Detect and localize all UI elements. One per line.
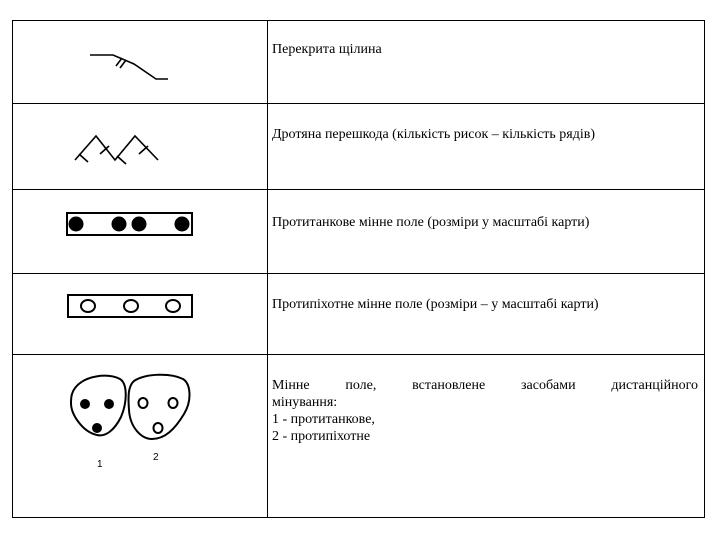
description-line: 1 - протитанкове, xyxy=(272,411,375,427)
covered-trench-icon xyxy=(13,21,267,104)
legend-row-antipersonnel-minefield xyxy=(13,274,705,354)
antipersonnel-minefield-label: Протипіхотне мінне поле (розміри – у масштабі карти) xyxy=(272,297,599,313)
antitank-minefield-icon xyxy=(13,190,267,274)
legend-row-wire-obstacle xyxy=(13,104,705,190)
symbol-label-2: 2 xyxy=(153,451,159,463)
legend-table xyxy=(12,20,705,518)
legend-row-antitank-minefield xyxy=(13,190,705,274)
legend-row-covered-trench xyxy=(13,21,705,104)
symbol-cell xyxy=(13,274,268,354)
description-cell xyxy=(268,21,705,104)
symbol-cell xyxy=(13,21,268,104)
description-line: 2 - протипіхотне xyxy=(272,428,371,444)
symbol-cell xyxy=(13,104,268,190)
symbol-cell xyxy=(13,190,268,274)
antitank-mine-icon xyxy=(132,217,147,232)
covered-trench-label: Перекрита щілина xyxy=(272,42,382,57)
legend-row-remote-minefield xyxy=(13,354,705,517)
wire-obstacle-icon xyxy=(13,104,267,190)
description-cell xyxy=(268,274,705,354)
description-cell xyxy=(268,190,705,274)
symbol-label-1: 1 xyxy=(97,458,103,470)
description-line: мінування: xyxy=(272,394,338,410)
description-cell xyxy=(268,354,705,517)
remote-minefield-icon xyxy=(13,355,267,518)
antitank-mine-icon xyxy=(175,217,190,232)
remote-minefield-label xyxy=(272,355,704,445)
antipersonnel-minefield-icon xyxy=(13,274,267,354)
antitank-mine-icon xyxy=(112,217,127,232)
antitank-mine-icon xyxy=(69,217,84,232)
remote-antipersonnel-minefield-icon xyxy=(129,374,190,438)
description-line: Мінне поле, встановлене засобами дистанційного xyxy=(272,377,698,393)
symbol-cell xyxy=(13,354,268,517)
description-cell xyxy=(268,104,705,190)
antitank-minefield-label: Протитанкове мінне поле (розміри у масштабі карти) xyxy=(272,215,590,231)
wire-obstacle-label: Дротяна перешкода (кількість рисок – кількість рядів) xyxy=(272,127,596,143)
